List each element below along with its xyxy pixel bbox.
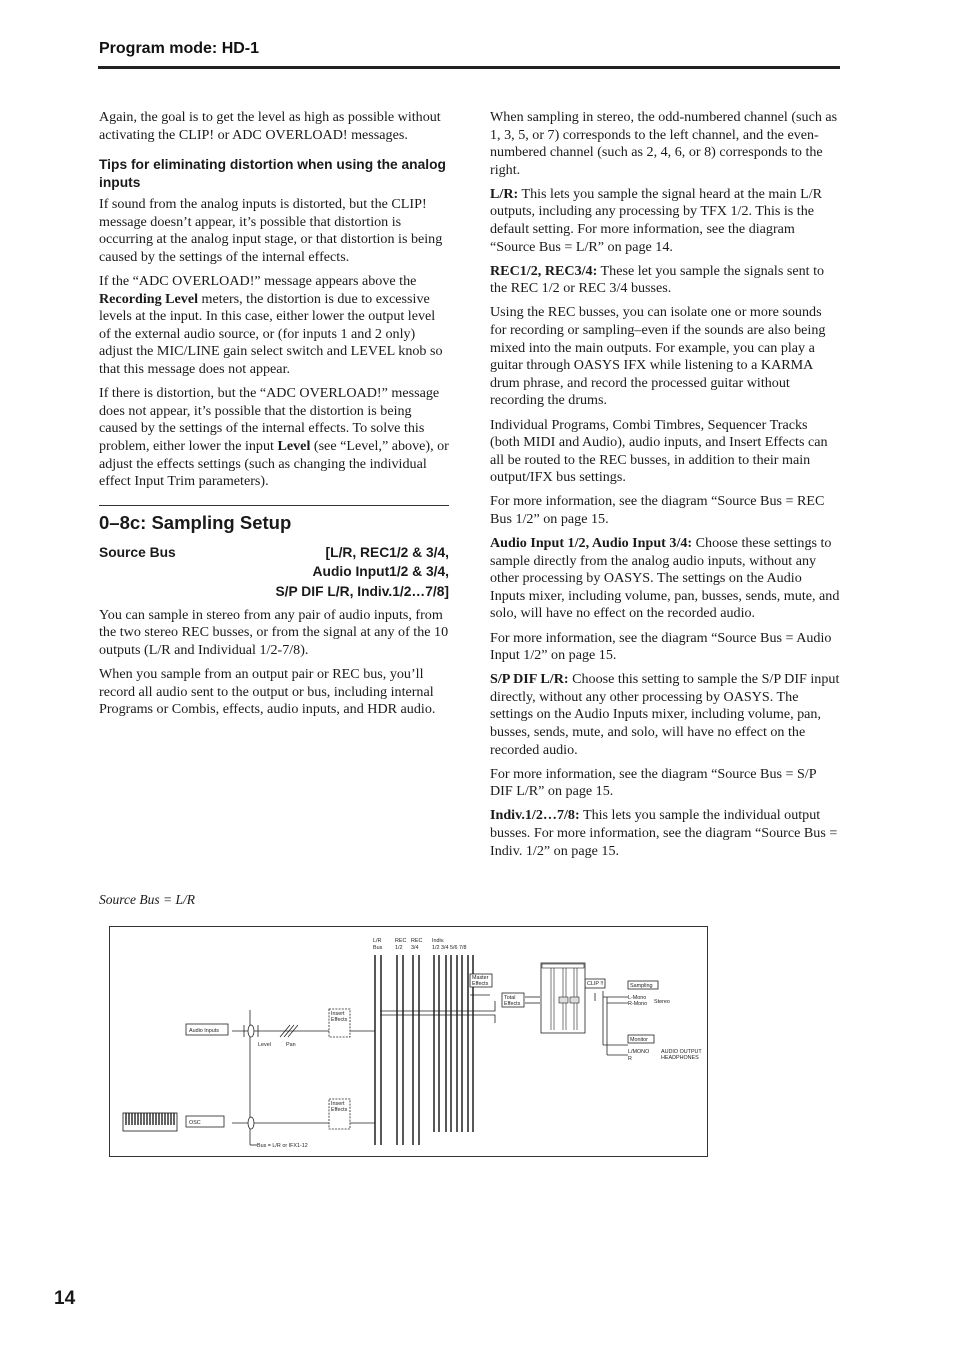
label-audio-inputs: Audio Inputs [189,1028,219,1034]
section-rule [99,505,449,506]
rec-paragraph-4: For more information, see the diagram “Source Bus = REC Bus 1/2” on page 15. [490,493,825,527]
label-lr-bus-line1: L/R [373,938,382,944]
rec-paragraph-2: Using the REC busses, you can isolate one or more sounds for recording or sampling–even if the sounds are also being mixed into the main outputs. For example, you can play a guitar through OASYS IFX while listening to a KARMA drum phrase, and record the processed guitar without recording the drums. [490,304,826,409]
label-rec34-line2: 3/4 [411,945,419,951]
parameter-name: Source Bus [99,544,176,560]
label-r-mono: R-Mono [628,1001,648,1007]
signal-flow-svg [110,927,709,1158]
label-insert-effects-b2: Effects [331,1107,348,1113]
label-headphones: HEADPHONES [661,1055,699,1061]
parameter-heading [99,543,449,601]
running-header: Program mode: HD-1 [99,40,260,57]
label-total-effects-2: Effects [504,1001,521,1007]
label-bus-note: Bus = L/R or IFX1-12 [257,1143,308,1149]
header-rule [98,66,840,69]
label-r-out: R [628,1056,632,1062]
stereo-paragraph: When sampling in stereo, the odd-numbered channel (such as 1, 3, 5, or 7) corresponds to the left channel, and the even-numbered channel (such as 2, 4, 6, or 8) corresponds to the right. [490,109,838,178]
figure-caption: Source Bus = L/R [99,892,195,907]
label-sampling: Sampling [630,983,653,989]
label-insert-effects-a1: Insert [331,1011,345,1017]
parameter-range: [L/R, REC1/2 & 3/4, Audio Input1/2 & 3/4, S/P DIF L/R, Indiv.1/2…7/8] [275,544,449,599]
intro-paragraph: Again, the goal is to get the level as high as possible without activating the CLIP! or ADC OVERLOAD! messages. [99,109,441,143]
page-number: 14 [54,1288,76,1309]
label-clip: CLIP !! [587,981,604,987]
label-l-mono: L-Mono [628,995,647,1001]
audio-input-paragraph-2: For more information, see the diagram “Source Bus = Audio Input 1/2” on page 15. [490,629,832,664]
rec-paragraph: REC1/2, REC3/4: These let you sample the signals sent to the REC 1/2 or REC 3/4 busses. [490,262,825,297]
right-column [490,109,840,867]
keyboard-icon [123,1113,177,1131]
indiv-paragraph: Indiv.1/2…7/8: This lets you sample the individual output busses. For more information, see the diagram “Source Bus = Indiv. 1/2” on page 15. [490,807,838,859]
audio-input-paragraph: Audio Input 1/2, Audio Input 3/4: Choose these settings to sample directly from the analog audio inputs, without any other processing by OASYS. The settings on the Audio Inputs mixer, including volume, pan, busses, sends, mute, and solo, will have no effect on the recorded audio. [490,535,840,622]
label-pan: Pan [286,1042,296,1048]
label-total-effects-1: Total [504,995,516,1001]
left-column [99,109,449,725]
label-osc: OSC [189,1120,201,1126]
signal-flow-diagram [109,926,708,1157]
label-audio-output: AUDIO OUTPUT [661,1049,702,1055]
label-l-mono-out: L/MONO [628,1049,650,1055]
spdif-paragraph-2: For more information, see the diagram “Source Bus = S/P DIF L/R” on page 15. [490,765,817,800]
label-insert-effects-a2: Effects [331,1017,348,1023]
tips-paragraph-1: If sound from the analog inputs is distorted, but the CLIP! message doesn’t appear, it’s possible that distortion is occurring at the analog input stage, or that distortion is being caused by the settings of the internal effects. [99,196,443,265]
label-indiv-line1: Indiv. [432,938,445,944]
label-master-effects-2: Effects [472,981,489,987]
label-rec12-line1: REC [395,938,407,944]
label-rec34-line1: REC [411,938,423,944]
label-monitor: Monitor [630,1037,648,1043]
source-bus-paragraph-1: You can sample in stereo from any pair of audio inputs, from the two stereo REC busses, or from the signal at any of the 10 outputs (L/R and Individual 1/2-7/8). [99,606,449,658]
source-bus-paragraph-2: When you sample from an output pair or REC bus, you’ll record all audio sent to the output or bus, including internal Programs or Combis, effects, audio inputs, and HDR audio. [99,665,436,718]
label-master-effects-1: Master [472,975,489,981]
lr-paragraph: L/R: This lets you sample the signal heard at the main L/R outputs, including any processing by TFX 1/2. This is the default setting. For more information, see the diagram “Source Bus = L/R” on page 14. [490,185,823,255]
label-stereo: Stereo [654,999,670,1005]
spdif-paragraph: S/P DIF L/R: Choose this setting to sample the S/P DIF input directly, without any other processing by OASYS. The settings on the Audio Inputs mixer, including volume, pan, busses, sends, mute, and solo, will have no effect on the recorded audio. [490,671,840,758]
label-level: Level [258,1042,271,1048]
tips-paragraph-3: If there is distortion, but the “ADC OVERLOAD!” message does not appear, it’s possible that the distortion is being caused by the settings of the internal effects. To solve this problem, either lower the input Level (see “Level,” above), or adjust the effects settings (such as changing the individual effect Input Trim parameters). [99,385,449,490]
section-title: 0–8c: Sampling Setup [99,511,292,533]
label-rec12-line2: 1/2 [395,945,403,951]
label-lr-bus-line2: Bus [373,945,383,951]
label-insert-effects-b1: Insert [331,1101,345,1107]
rec-paragraph-3: Individual Programs, Combi Timbres, Sequencer Tracks (both MIDI and Audio), audio inputs, and Insert Effects can all be routed to the REC busses, in addition to their main output/IFX bus settings. [490,416,828,486]
tips-paragraph-2: If the “ADC OVERLOAD!” message appears above the Recording Level meters, the distortion is due to excessive levels at the input. In this case, either lower the output level of the external audio source, or (for inputs 1 and 2 only) adjust the MIC/LINE gain select switch and LEVEL knob so that this message does not appear. [99,273,443,378]
tips-heading: Tips for eliminating distortion when using the analog inputs [99,157,446,191]
label-indiv-line2: 1/2 3/4 5/6 7/8 [432,945,467,951]
